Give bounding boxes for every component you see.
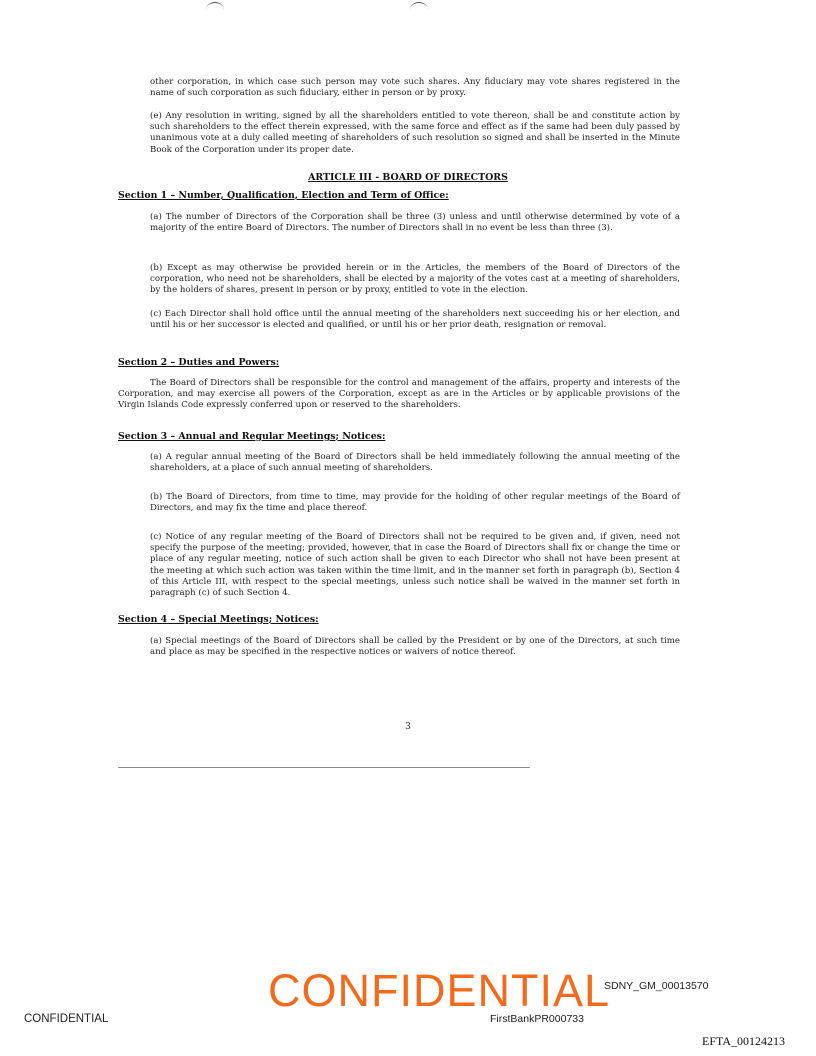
section-3-para-b: (b) The Board of Directors, from time to time, may provide for the holding of other regular meetings of the Board of Directors, and may fix the time and place thereof. [150,492,680,514]
efta-number: EFTA_00124213 [702,1034,786,1048]
paragraph-e: (e) Any resolution in writing, signed by all the shareholders entitled to vote thereon, shall be and constitute action by such shareholders to the effect therein expressed, with the same force and effect as if the same had been duly passed by unanimous vote at a duly called meeting of shareholders of such resolution so signed and shall be inserted in the Minute Book of the Corporation under its proper date. [150,111,680,155]
section-1-heading: Section 1 – Number, Qualification, Election and Term of Office: [118,190,449,201]
bates-sdny: SDNY_GM_00013570 [604,980,709,992]
section-1-para-b: (b) Except as may otherwise be provided herein or in the Articles, the members of the Board of Directors of the corporation, who need not be shareholders, shall be elected by a majority of the votes cast at a meeting of shareholders, by the holders of shares, present in person or by proxy, entitled to vote in the election. [150,263,680,296]
section-3-heading: Section 3 – Annual and Regular Meetings; Notices: [118,431,386,442]
confidential-stamp: CONFIDENTIAL [268,965,611,1016]
punch-hole-mark-right [410,2,428,17]
section-2-heading: Section 2 – Duties and Powers: [118,357,280,368]
divider-line [118,767,530,768]
section-1-para-c: (c) Each Director shall hold office until the annual meeting of the shareholders next succeeding his or her election, and until his or her successor is elected and qualified, or until his or her prior death, resignation or removal. [150,309,680,331]
section-3-para-c: (c) Notice of any regular meeting of the Board of Directors shall not be required to be given and, if given, need not specify the purpose of the meeting; provided, however, that in case the Board of Directors shall fix or change the time or place of any regular meeting, notice of such action shall be given to each Director who shall not have been present at the meeting at which such action was taken within the time limit, and in the manner set forth in paragraph (b), Section 4 of this Article III, with respect to the special meetings, unless such notice shall be waived in the manner set forth in paragraph (c) of such Section 4. [150,532,680,599]
section-2-body: The Board of Directors shall be responsible for the control and management of the affairs, property and interests of the Corporation, and may exercise all powers of the Corporation, except as are in the Articles or by applicable provisions of the Virgin Islands Code expressly conferred upon or reserved to the shareholders. [118,378,680,411]
section-4-para-a: (a) Special meetings of the Board of Directors shall be called by the President or by one of the Directors, at such time and place as may be specified in the respective notices or waivers of notice thereof. [150,636,680,658]
article-title: ARTICLE III - BOARD OF DIRECTORS [308,172,508,183]
section-3-para-a: (a) A regular annual meeting of the Board of Directors shall be held immediately following the annual meeting of the shareholders, at a place of such annual meeting of shareholders. [150,452,680,474]
punch-hole-mark-left [206,2,224,17]
intro-paragraph: other corporation, in which case such person may vote such shares. Any fiduciary may vote shares registered in the name of such corporation as such fiduciary, either in person or by proxy. [150,77,680,99]
bates-firstbank: FirstBankPR000733 [490,1013,584,1025]
section-1-para-a: (a) The number of Directors of the Corporation shall be three (3) unless and until otherwise determined by vote of a majority of the entire Board of Directors. The number of Directors shall in no event be less than three (3). [150,212,680,234]
page-number: 3 [405,722,411,732]
confidential-label: CONFIDENTIAL [24,1013,109,1025]
section-4-heading: Section 4 – Special Meetings; Notices: [118,614,319,625]
